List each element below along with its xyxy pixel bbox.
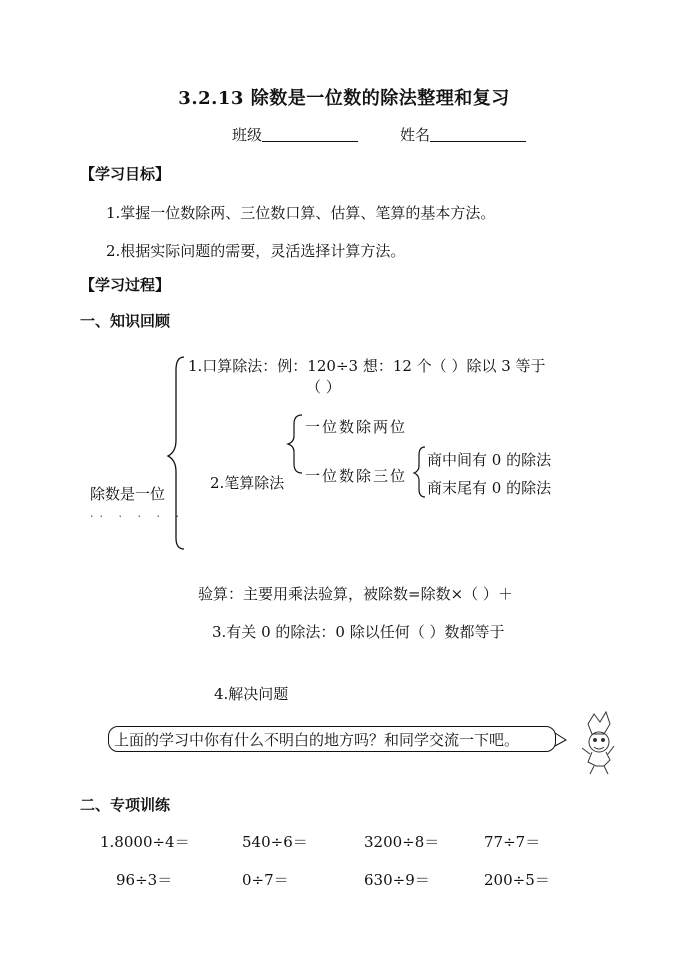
oral-division-line: 1.口算除法：例：120÷3 想：12 个（ ）除以 3 等于 <box>188 357 546 375</box>
exercise-item: 540÷6＝ <box>242 833 308 851</box>
check-line: 验算：主要用乘法验算，被除数=除数×（ ）＋ <box>198 585 513 603</box>
class-label: 班级 <box>232 126 263 144</box>
class-field <box>232 124 358 145</box>
part2-title: 二、专项训练 <box>80 796 171 814</box>
sub-middle-zero: 商中间有 0 的除法 <box>427 451 552 469</box>
class-blank <box>262 125 358 142</box>
process-heading: 【学习过程】 <box>80 276 171 294</box>
goal-item: 2.根据实际问题的需要，灵活选择计算方法。 <box>106 242 406 260</box>
goals-heading: 【学习目标】 <box>80 165 171 183</box>
three-digit-brace <box>414 447 425 497</box>
oral-division-answer: （ ） <box>306 378 341 396</box>
name-label: 姓名 <box>400 126 431 144</box>
solve-problems-line: 4.解决问题 <box>214 685 289 703</box>
written-division-label: 2.笔算除法 <box>210 474 285 492</box>
name-blank <box>430 125 526 142</box>
page-title: 3.2.13 除数是一位数的除法整理和复习 <box>178 88 510 109</box>
exercise-item: 630÷9＝ <box>364 871 430 889</box>
sub-end-zero: 商末尾有 0 的除法 <box>427 479 552 497</box>
exercise-item: 200÷5＝ <box>484 871 550 889</box>
speech-bubble-text: 上面的学习中你有什么不明白的地方吗？和同学交流一下吧。 <box>114 731 520 749</box>
branch-two-digit: 一位数除两位 <box>305 418 408 436</box>
exercise-item: 77÷7＝ <box>484 833 541 851</box>
bubble-tail <box>555 733 566 746</box>
zero-division-line: 3.有关 0 的除法：0 除以任何（ ）数都等于 <box>212 623 505 641</box>
left-dots: ·· · · · · <box>90 510 185 523</box>
part1-title: 一、知识回顾 <box>80 312 171 330</box>
goal-item: 1.掌握一位数除两、三位数口算、估算、笔算的基本方法。 <box>106 204 496 222</box>
exercise-item: 3200÷8＝ <box>364 833 440 851</box>
branch-three-digit: 一位数除三位 <box>305 467 408 485</box>
cartoon-mascot-icon <box>582 712 614 774</box>
exercise-item: 1.8000÷4＝ <box>100 833 190 851</box>
exercise-item: 0÷7＝ <box>242 871 289 889</box>
name-field <box>400 124 526 145</box>
exercise-item: 96÷3＝ <box>116 871 173 889</box>
written-brace <box>288 415 302 473</box>
left-label: 除数是一位 <box>90 485 166 503</box>
